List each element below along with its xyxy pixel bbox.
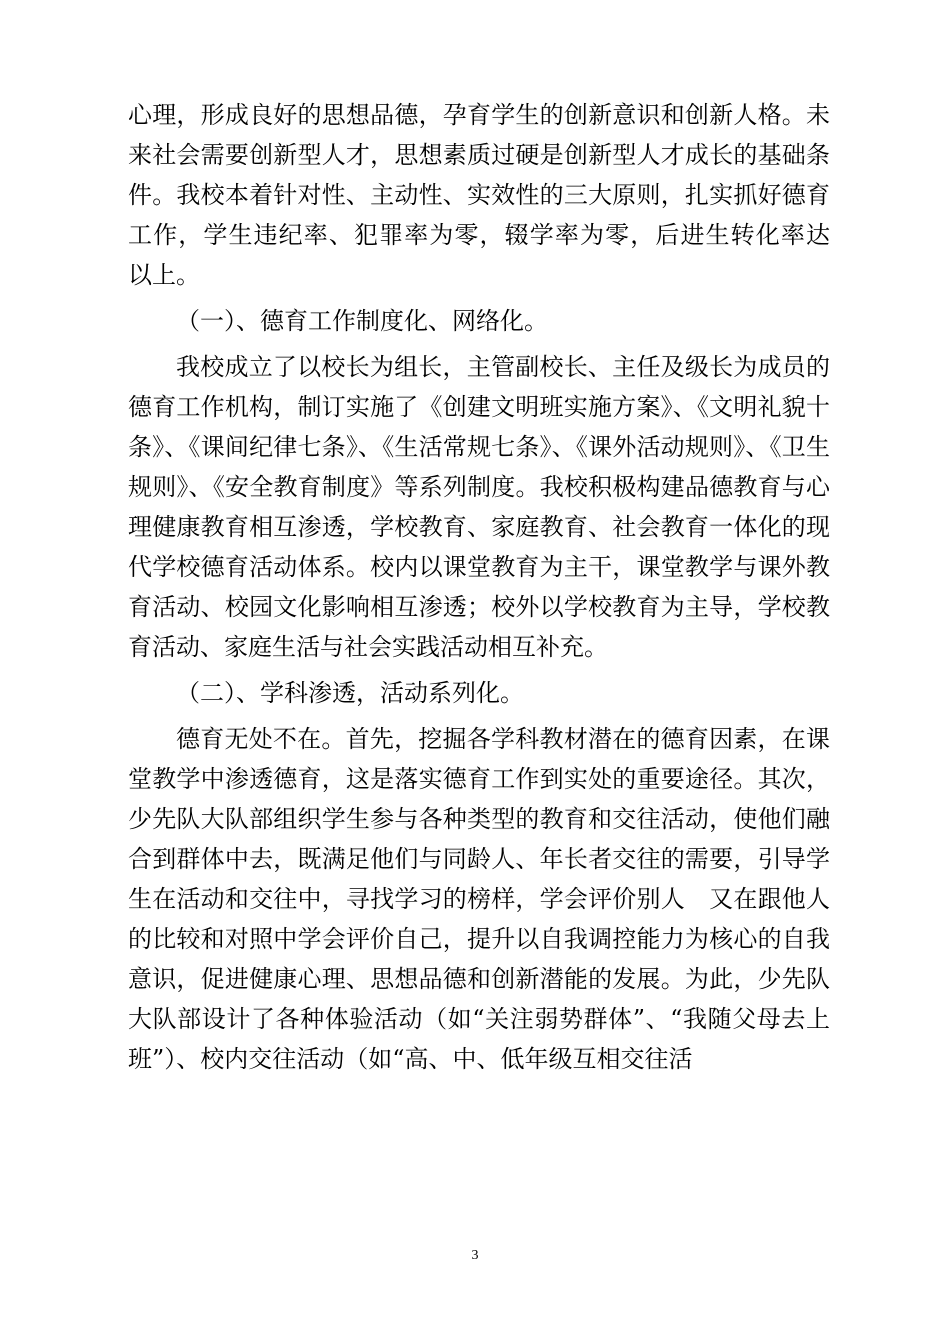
page-number: 3 — [471, 1248, 479, 1263]
document-body — [128, 95, 878, 1079]
section-heading-2: （二）、学科渗透，活动系列化。 — [176, 679, 524, 707]
section-heading-1: （一）、德育工作制度化、网络化。 — [176, 307, 548, 335]
paragraph-continuation: 心理，形成良好的思想品德，孕育学生的创新意识和创新人格。未来社会需要创新型人才，思想素质过硬是创新型人才成长的基础条件。我校本着针对性、主动性、实效性的三大原则，扎实抓好德育工作，学生违纪率、犯罪率为零，辍学率为零，后进生转化率达 以上。 — [128, 101, 878, 289]
paragraph-moral-system: 我校成立了以校长为组长，主管副校长、主任及级长为成员的德育工作机构，制订实施了《创建文明班实施方案》、《文明礼貌十条》、《课间纪律七条》、《生活常规七条》、《课外活动规则》、《卫生规则》、《安全教育制度》等系列制度。我校积极构建品德教育与心理健康教育相互渗透，学校教育、家庭教育、社会教育一体化的现代学校德育活动体系。校内以课堂教育为主干，课堂教学与课外教育活动、校园文化影响相互渗透；校外以学校教育为主导，学校教育活动、家庭生活与社会实践活动相互补充。 — [128, 353, 830, 661]
paragraph-subject-activities: 德育无处不在。首先，挖掘各学科教材潜在的德育因素，在课堂教学中渗透德育，这是落实德育工作到实处的重要途径。其次，少先队大队部组织学生参与各种类型的教育和交往活动，使他们融合到群体中去，既满足他们与同龄人、年长者交往的需要，引导学生在活动和交往中，寻找学习的榜样，学会评价别人 又在跟他人的比较和对照中学会评价自己，提升以自我调控能力为核心的自我意识，促进健康心理、思想品德和创新潜能的发展。为此，少先队大队部设计了各种体验活动（如“关注弱势群体”、“我随父母去上班”）、校内交往活动（如“高、中、低年级互相交往活 — [128, 725, 830, 1073]
